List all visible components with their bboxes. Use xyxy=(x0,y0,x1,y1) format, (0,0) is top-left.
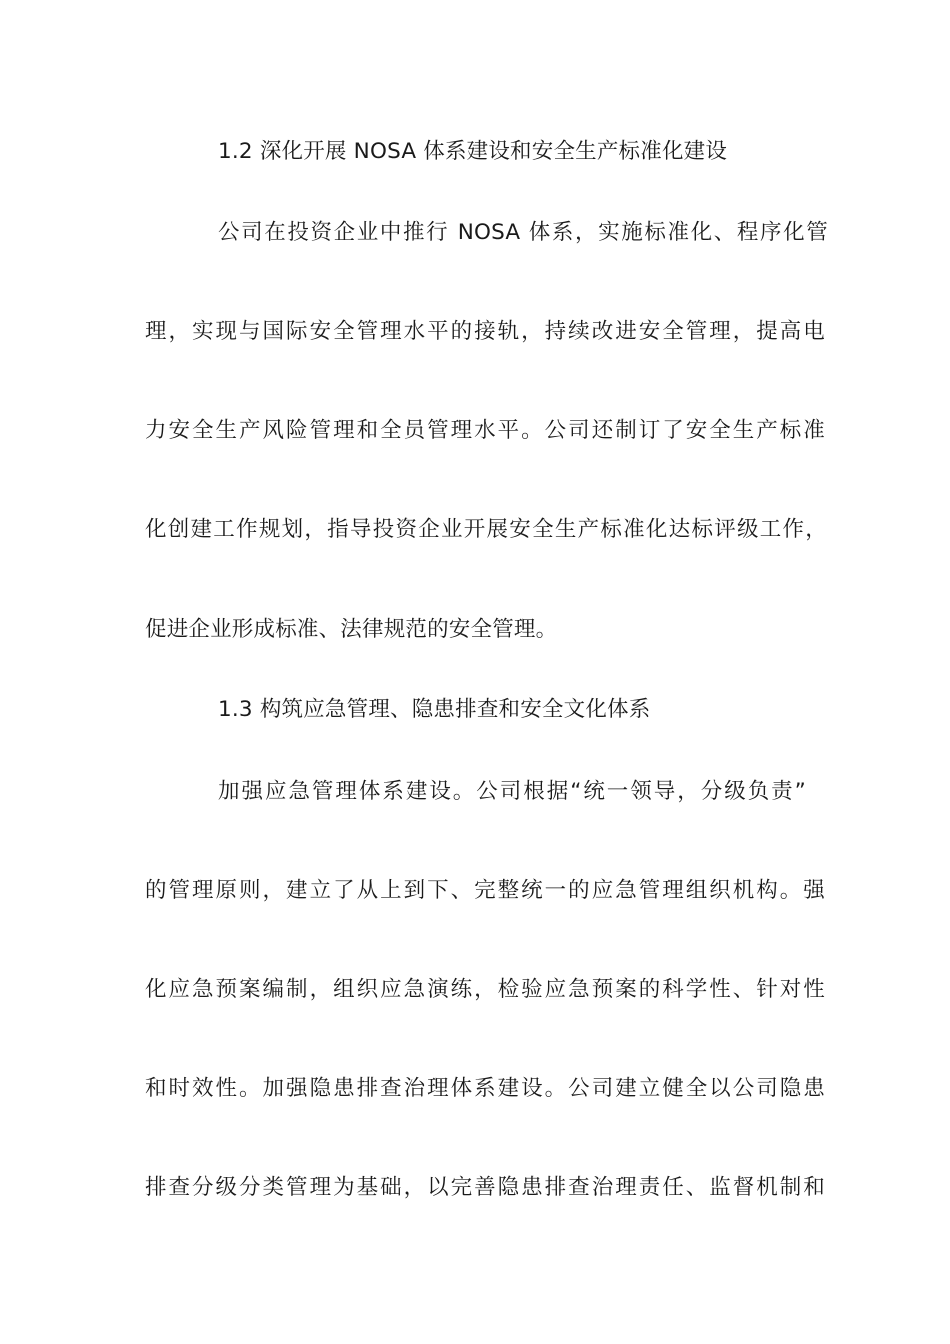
paragraph-line: 的管理原则，建立了从上到下、完整统一的应急管理组织机构。强 xyxy=(145,878,825,903)
paragraph-line: 力安全生产风险管理和全员管理水平。公司还制订了安全生产标准 xyxy=(145,418,825,443)
paragraph-line: 和时效性。加强隐患排查治理体系建设。公司建立健全以公司隐患 xyxy=(145,1076,825,1101)
paragraph-line: 公司在投资企业中推行 NOSA 体系，实施标准化、程序化管 xyxy=(218,220,828,245)
paragraph-line: 促进企业形成标准、法律规范的安全管理。 xyxy=(145,617,558,642)
section-heading-1-3: 1.3 构筑应急管理、隐患排查和安全文化体系 xyxy=(218,697,651,722)
paragraph-line: 化应急预案编制，组织应急演练，检验应急预案的科学性、针对性 xyxy=(145,977,825,1002)
section-heading-1-2: 1.2 深化开展 NOSA 体系建设和安全生产标准化建设 xyxy=(218,139,728,164)
paragraph-line: 理，实现与国际安全管理水平的接轨，持续改进安全管理，提高电 xyxy=(145,319,825,344)
paragraph-line: 加强应急管理体系建设。公司根据“统一领导，分级负责” xyxy=(218,779,806,804)
paragraph-line: 化创建工作规划，指导投资企业开展安全生产标准化达标评级工作， xyxy=(145,517,827,542)
paragraph-line: 排查分级分类管理为基础，以完善隐患排查治理责任、监督机制和 xyxy=(145,1175,825,1200)
